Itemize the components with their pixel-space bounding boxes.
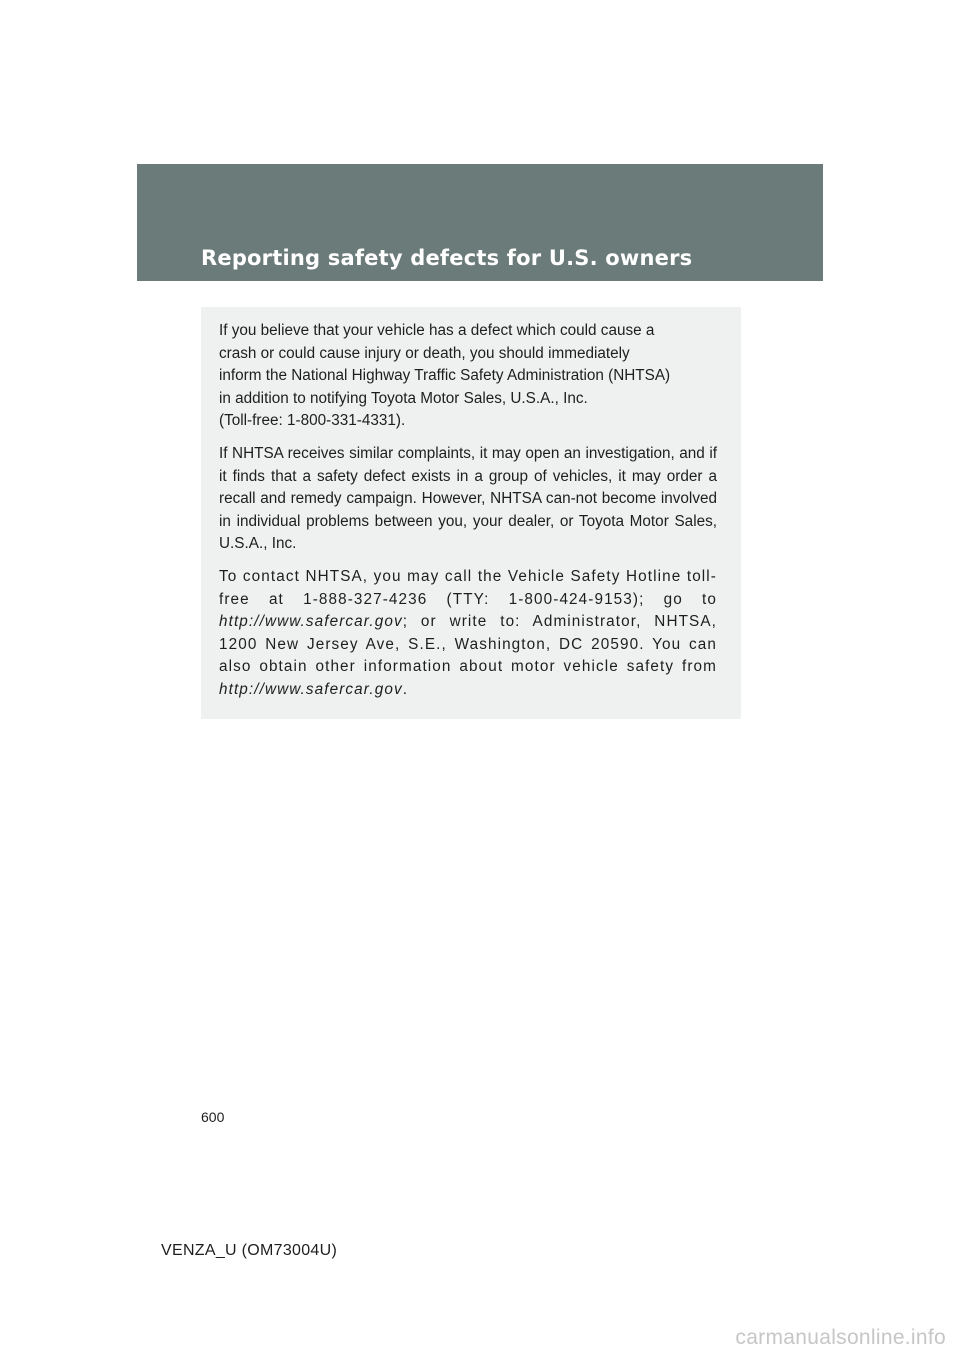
page-number: 600: [201, 1109, 225, 1125]
paragraph-contact-nhtsa: [219, 566, 717, 702]
paragraph-report-defect: [219, 320, 717, 433]
contact-text-part2: ; or write to: Administrator, NHTSA, 1200 New Jersey Ave, S.E., Washington, DC 20590. You can also obtain other information about motor vehicle safety from: [219, 613, 717, 676]
paragraph-line: crash or could cause injury or death, you should immediately: [219, 344, 630, 362]
paragraph-line: (Toll-free: 1-800-331-4331).: [219, 412, 406, 430]
contact-text-part1: To contact NHTSA, you may call the Vehicle Safety Hotline toll-free at 1-888-327-4236 (TTY: 1-800-424-9153); go to: [219, 567, 717, 608]
section-header-band: [137, 164, 823, 281]
watermark: carmanualsonline.info: [735, 1326, 946, 1349]
safety-info-box: [201, 307, 741, 719]
safercar-link-2[interactable]: http://www.safercar.gov: [219, 680, 403, 698]
safercar-link[interactable]: http://www.safercar.gov: [219, 613, 403, 631]
paragraph-nhtsa-investigation: If NHTSA receives similar complaints, it may open an investigation, and if it finds that a safety defect exists in a group of vehicles, it may order a recall and remedy campaign. However, NHTSA can-not become involved in individual problems between you, your dealer, or Toyota Motor Sales, U.S.A., Inc.: [219, 444, 717, 553]
section-title: Reporting safety defects for U.S. owners: [201, 246, 693, 270]
paragraph-line: in addition to notifying Toyota Motor Sales, U.S.A., Inc.: [219, 389, 588, 407]
document-code: VENZA_U (OM73004U): [161, 1242, 338, 1259]
paragraph-line: If you believe that your vehicle has a defect which could cause a: [219, 322, 655, 339]
info-box-content: [219, 320, 717, 712]
paragraph-line: inform the National Highway Traffic Safety Administration (NHTSA): [219, 367, 671, 385]
contact-text-end: .: [402, 680, 409, 698]
